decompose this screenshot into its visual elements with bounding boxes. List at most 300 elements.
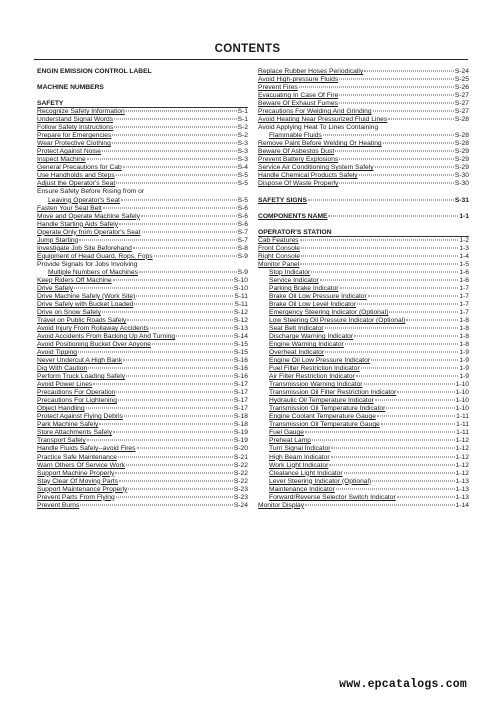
toc-entry[interactable] — [258, 100, 469, 108]
toc-entry[interactable] — [258, 333, 469, 341]
toc-entry-page: 1-12 — [455, 437, 469, 445]
toc-entry-page: S-3 — [237, 148, 248, 156]
toc-entry-page: S-11 — [234, 292, 248, 300]
toc-entry-page: S-22 — [233, 477, 248, 485]
toc-entry-page: 1-8 — [459, 333, 469, 341]
toc-entry[interactable] — [258, 365, 469, 373]
toc-entry[interactable] — [37, 229, 248, 237]
toc-entry-page: 1-11 — [456, 413, 469, 421]
toc-entry[interactable] — [37, 180, 248, 188]
leader-dots — [368, 295, 459, 296]
toc-entry-page: S-25 — [454, 76, 469, 84]
toc-entry[interactable] — [258, 197, 469, 205]
toc-entry-title: Handle Chemical Products Safely — [258, 172, 358, 180]
leader-dots — [354, 336, 458, 337]
toc-entry-title: Inspect Machine — [37, 156, 86, 164]
leader-dots — [301, 247, 458, 248]
leader-dots — [325, 352, 458, 353]
toc-entry-page: 1-10 — [455, 389, 469, 397]
toc-entry[interactable] — [37, 365, 248, 373]
leader-dots — [325, 328, 459, 329]
toc-entry[interactable] — [258, 502, 469, 510]
toc-entry[interactable] — [37, 405, 248, 413]
toc-entry-title: Remove Paint Before Welding Or Heating — [258, 140, 382, 148]
leader-dots — [126, 111, 237, 112]
toc-entry-page: 1-12 — [455, 453, 469, 461]
watermark: www.epcatalogs.com — [339, 678, 467, 691]
toc-entry-page: S-27 — [454, 108, 469, 116]
toc-entry[interactable] — [37, 164, 248, 172]
leader-dots — [373, 111, 454, 112]
toc-entry-page: S-20 — [233, 445, 248, 453]
toc-entry-title: Stay Clear Of Moving Parts — [37, 477, 119, 485]
toc-entry-page: S-3 — [237, 140, 248, 148]
toc-entry[interactable] — [37, 462, 248, 470]
toc-entry-title: Follow Safety Instructions — [37, 124, 114, 132]
leader-dots — [388, 119, 454, 120]
toc-entry-title: Avoid Power Lines — [37, 381, 93, 389]
toc-entry[interactable] — [258, 156, 469, 164]
toc-entry-page: 1-11 — [456, 429, 469, 437]
leader-dots — [320, 279, 459, 280]
toc-entry-title: Move and Operate Machine Safely — [37, 212, 140, 220]
spacer — [258, 205, 469, 213]
toc-entry-title: Transmission Warning Indicator — [269, 381, 363, 389]
toc-entry[interactable] — [258, 76, 469, 84]
toc-entry[interactable] — [258, 148, 469, 156]
toc-entry-title: Dig With Caution — [37, 365, 88, 373]
leader-dots — [383, 143, 454, 144]
toc-entry-title: Prevent Battery Explosions — [258, 156, 339, 164]
toc-entry-title: Replace Rubber Hoses Periodically — [258, 68, 364, 75]
toc-entry-page: S-13 — [233, 325, 248, 332]
toc-entry[interactable] — [37, 502, 248, 510]
toc-entry[interactable] — [258, 357, 469, 365]
toc-entry-page: S-30 — [454, 180, 469, 188]
toc-entry[interactable] — [258, 381, 469, 389]
toc-entry-title: Drive Safely — [37, 284, 74, 292]
toc-entry-page: S-23 — [233, 493, 248, 501]
toc-entry[interactable] — [258, 277, 469, 285]
toc-entry-title: Protect Against Noise — [37, 148, 101, 156]
toc-entry-title: Work Light Indicator — [269, 461, 329, 469]
leader-dots — [112, 143, 237, 144]
toc-entry[interactable] — [258, 269, 469, 277]
toc-entry-page: 1-12 — [455, 461, 469, 469]
toc-entry[interactable] — [258, 261, 469, 269]
leader-dots — [406, 319, 458, 320]
toc-entry-title: Transmission Oil Temperature Gauge — [269, 421, 380, 429]
toc-entry[interactable] — [258, 349, 469, 357]
toc-entry-title: Precautions For Operation — [37, 389, 116, 397]
toc-entry-title: Lever Steering Indicator (Optional) — [269, 477, 372, 485]
toc-entry[interactable] — [37, 116, 248, 124]
toc-entry-title: Avoid Positioning Bucket Over Anyone — [37, 341, 152, 349]
toc-entry-page: 1-14 — [455, 501, 469, 509]
toc-entry[interactable] — [258, 462, 469, 470]
leader-dots — [113, 432, 233, 433]
leader-dots — [116, 183, 236, 184]
toc-entry-title: Engine Warning Indicator — [269, 341, 344, 349]
toc-entry-title: Investigate Job Site Beforehand — [37, 244, 132, 252]
toc-entry[interactable] — [258, 253, 469, 261]
toc-entry-title: Low Steering Oil Pressure Indicator (Optional) — [269, 316, 406, 324]
toc-entry[interactable] — [37, 269, 248, 277]
toc-entry-page: 1-9 — [459, 373, 469, 381]
leader-dots — [115, 472, 233, 473]
toc-entry-title: Prevent Fires — [258, 84, 298, 92]
toc-entry-title: Handle Starting Aids Safely — [37, 220, 119, 228]
toc-entry[interactable] — [258, 486, 469, 494]
leader-dots — [389, 311, 458, 312]
toc-entry-title: Clealance Light Indicator — [269, 469, 343, 477]
toc-entry-page: S-15 — [233, 341, 248, 349]
toc-entry-title: Preheat Lamp — [269, 437, 312, 445]
toc-entry-title: Understand Signal Words — [37, 116, 114, 124]
toc-entry[interactable] — [37, 445, 248, 453]
toc-entry-title: Turn Signal Indicator — [269, 445, 331, 453]
toc-entry-title: Handle Fluids Safely--avoid Fires — [37, 445, 136, 453]
toc-entry-page: S-28 — [454, 116, 469, 124]
toc-entry[interactable] — [37, 309, 248, 317]
toc-entry[interactable] — [258, 68, 469, 76]
toc-entry[interactable] — [258, 421, 469, 429]
leader-dots — [356, 376, 458, 377]
toc-entry[interactable] — [258, 172, 469, 180]
toc-entry[interactable] — [258, 454, 469, 462]
toc-entry-page: S-10 — [233, 276, 248, 284]
toc-entry[interactable] — [37, 172, 248, 180]
toc-entry-page: S-29 — [454, 164, 469, 172]
toc-entry[interactable] — [37, 421, 248, 429]
leader-dots — [312, 440, 455, 441]
toc-entry-page: S-10 — [233, 284, 248, 292]
toc-entry-page: 1-6 — [459, 268, 469, 276]
leader-dots — [123, 167, 237, 168]
toc-entry-title: Drive Machine Safely (Work Site) — [37, 292, 136, 300]
toc-entry-title: Avoid High-pressure Fluids — [258, 76, 339, 84]
toc-section-operator-s-station: OPERATOR'S STATION — [258, 229, 469, 237]
toc-entry-page: S-16 — [233, 357, 248, 365]
toc-entry-title: Evacuating In Case Of Fire — [258, 92, 339, 100]
toc-entry[interactable] — [37, 333, 248, 341]
toc-entry-title: Object Handling — [37, 405, 85, 413]
toc-entry[interactable] — [258, 116, 469, 124]
toc-entry-title: Seat Belt Indicator — [269, 325, 324, 332]
toc-entry[interactable] — [37, 148, 248, 156]
toc-entry[interactable] — [37, 221, 248, 229]
leader-dots — [375, 167, 454, 168]
toc-left-column — [37, 68, 248, 510]
leader-dots — [102, 311, 233, 312]
toc-entry[interactable] — [37, 156, 248, 164]
toc-entry[interactable] — [37, 253, 248, 261]
toc-entry[interactable] — [258, 92, 469, 100]
toc-entry[interactable] — [258, 309, 469, 317]
toc-entry-page: S-18 — [233, 421, 248, 429]
leader-dots — [118, 400, 233, 401]
toc-entry-title: Prepare for Emergencies — [37, 132, 112, 140]
toc-entry[interactable] — [37, 205, 248, 213]
leader-dots — [154, 255, 237, 256]
leader-dots — [114, 119, 236, 120]
toc-entry[interactable] — [258, 413, 469, 421]
toc-entry[interactable] — [37, 293, 248, 301]
leader-dots — [133, 247, 237, 248]
toc-entry[interactable] — [37, 454, 248, 462]
toc-entry[interactable] — [37, 486, 248, 494]
toc-entry[interactable] — [37, 140, 248, 148]
toc-entry-title: Fuel Gauge — [269, 429, 304, 437]
toc-heading-engin-emission-control-label: ENGIN EMISSION CONTROL LABEL — [37, 68, 152, 75]
toc-entry-title: Stop Indicator — [269, 268, 311, 276]
toc-entry-title: Recognize Safety Information — [37, 108, 125, 116]
toc-entry-page: S-17 — [233, 389, 248, 397]
toc-entry[interactable] — [37, 437, 248, 445]
leader-dots — [141, 215, 237, 216]
toc-entry[interactable] — [37, 245, 248, 253]
toc-entry[interactable] — [258, 405, 469, 413]
toc-entry[interactable] — [258, 301, 469, 309]
toc-entry[interactable] — [37, 494, 248, 502]
toc-entry[interactable] — [258, 237, 469, 245]
toc-entry-title: Support Machine Properly — [37, 469, 115, 477]
toc-entry[interactable] — [37, 478, 248, 486]
toc-entry-page: S-24 — [233, 501, 248, 509]
toc-entry-title: Monitor Display — [258, 501, 305, 509]
toc-entry-page: S-15 — [233, 349, 248, 357]
leader-dots — [93, 384, 233, 385]
toc-entry[interactable] — [258, 84, 469, 92]
leader-dots — [364, 71, 454, 72]
leader-dots — [339, 79, 454, 80]
toc-entry[interactable] — [37, 381, 248, 389]
toc-entry-page: S-7 — [237, 228, 248, 236]
toc-entry-title: Travel on Public Roads Safely — [37, 316, 127, 324]
leader-dots — [114, 127, 236, 128]
toc-entry-title: Discharge Warning Indicator — [269, 333, 354, 341]
toc-entry-page: S-23 — [233, 485, 248, 493]
toc-entry[interactable] — [258, 397, 469, 405]
toc-entry-page: S-22 — [233, 469, 248, 477]
toc-entry-title: Prevent Burns — [37, 501, 80, 509]
toc-entry-page: 1-13 — [455, 485, 469, 493]
toc-entry-title: Multiple Numbers of Machines — [48, 268, 138, 276]
toc-entry-page: S-31 — [454, 196, 469, 204]
leader-dots — [116, 392, 232, 393]
toc-entry-page: S-24 — [454, 68, 469, 75]
toc-entry-title: Practice Safe Maintenance — [37, 453, 117, 461]
toc-entry[interactable] — [258, 341, 469, 349]
leader-dots — [134, 303, 233, 304]
toc-entry[interactable] — [258, 325, 469, 333]
toc-entry-title: Avoid Tipping — [37, 349, 78, 357]
toc-entry[interactable] — [37, 132, 248, 140]
toc-entry-title: Engine Coolant Temperature Gauge — [269, 413, 376, 421]
leader-dots — [139, 271, 237, 272]
leader-dots — [176, 336, 233, 337]
toc-entry[interactable] — [37, 357, 248, 365]
toc-entry[interactable] — [37, 413, 248, 421]
leader-dots — [377, 416, 455, 417]
toc-entry-title: Cab Features — [258, 236, 299, 244]
toc-entry-title: Avoid Accidents From Backing Up And Turning — [37, 333, 176, 341]
leader-dots — [99, 424, 233, 425]
toc-entry-title: Use Handholds and Steps — [37, 172, 115, 180]
leader-dots — [305, 432, 455, 433]
leader-dots — [123, 360, 233, 361]
toc-entry[interactable] — [37, 197, 248, 205]
toc-entry-title: Emergency Steering Indicator (Optional) — [269, 308, 389, 316]
leader-dots — [137, 448, 233, 449]
toc-entry-title: Flammable Fluids — [269, 132, 322, 140]
toc-entry-page: S-8 — [237, 244, 248, 252]
toc-entry-page: 1-7 — [459, 308, 469, 316]
leader-dots — [124, 416, 233, 417]
toc-entry[interactable] — [258, 285, 469, 293]
toc-entry-page: 1-11 — [456, 421, 469, 429]
toc-entry-title: Protect Against Flying Debris — [37, 413, 123, 421]
leader-dots — [113, 279, 233, 280]
leader-dots — [119, 480, 233, 481]
toc-entry[interactable] — [37, 108, 248, 116]
toc-entry-title: Fasten Your Seat Belt — [37, 204, 102, 212]
toc-entry-title: Engine Oil Low Pressure Indicator — [269, 357, 371, 365]
toc-entry[interactable] — [258, 445, 469, 453]
leader-dots — [86, 408, 233, 409]
leader-dots — [299, 87, 454, 88]
toc-entry[interactable] — [258, 437, 469, 445]
toc-entry[interactable] — [37, 124, 248, 132]
toc-entry-page: 1-9 — [459, 365, 469, 373]
toc-entry[interactable] — [37, 341, 248, 349]
toc-entry[interactable] — [258, 373, 469, 381]
toc-entry-page: S-27 — [454, 92, 469, 100]
toc-entry-page: 1-9 — [459, 357, 469, 365]
toc-entry-page: S-19 — [233, 429, 248, 437]
page-title: CONTENTS — [214, 43, 281, 55]
toc-entry-page: S-17 — [233, 405, 248, 413]
toc-entry-page: 1-12 — [455, 445, 469, 453]
toc-entry[interactable] — [258, 293, 469, 301]
toc-entry[interactable] — [258, 470, 469, 478]
toc-entry-page: S-28 — [454, 132, 469, 140]
toc-entry-title: Dispose Of Waste Properly — [258, 180, 339, 188]
toc-entry-page: 1-7 — [459, 292, 469, 300]
toc-entry[interactable] — [258, 140, 469, 148]
leader-dots — [150, 328, 233, 329]
toc-entry-page: S-5 — [237, 196, 248, 204]
toc-entry[interactable] — [37, 397, 248, 405]
toc-entry[interactable] — [37, 277, 248, 285]
leader-dots — [142, 231, 237, 232]
toc-entry-page: S-30 — [454, 172, 469, 180]
toc-entry-page: S-26 — [454, 84, 469, 92]
leader-dots — [119, 223, 237, 224]
toc-entry-title: Wear Protective Clothing — [37, 140, 111, 148]
toc-entry-page: S-22 — [233, 461, 248, 469]
toc-entry-page: 1-13 — [455, 493, 469, 501]
toc-entry[interactable] — [258, 245, 469, 253]
toc-entry-page: S-5 — [237, 172, 248, 180]
toc-entry-page: 1-8 — [459, 316, 469, 324]
leader-dots — [328, 215, 458, 216]
leader-dots — [386, 408, 454, 409]
toc-entry[interactable] — [37, 429, 248, 437]
toc-section-safety: SAFETY — [37, 100, 248, 108]
toc-entry-page: 1-3 — [459, 244, 469, 252]
toc-entry[interactable] — [37, 317, 248, 325]
toc-entry[interactable] — [258, 494, 469, 502]
toc-entry-title: Service Indicator — [269, 276, 319, 284]
toc-entry-page: 1-7 — [459, 284, 469, 292]
spacer — [37, 76, 248, 84]
toc-entry-title: Prevent Parts From Flying — [37, 493, 115, 501]
toc-entry-line: Ensure Safety Before Rising from or — [37, 188, 145, 196]
toc-entry[interactable] — [258, 132, 469, 140]
toc-entry-title: SAFETY SIGNS — [258, 196, 307, 204]
toc-entry[interactable] — [37, 325, 248, 333]
toc-entry-title: Drive Safely with Bucket Loaded — [37, 300, 134, 308]
toc-entry[interactable] — [258, 108, 469, 116]
leader-dots — [118, 456, 233, 457]
toc-entry[interactable] — [37, 213, 248, 221]
toc-entry[interactable] — [37, 237, 248, 245]
toc-entry[interactable] — [37, 301, 248, 309]
toc-entry-title: Beware Of Exhaust Fumes — [258, 100, 338, 108]
toc-entry-page: 1-9 — [459, 349, 469, 357]
toc-entry-title: Jump Starting — [37, 236, 79, 244]
toc-entry-page: 1-4 — [459, 252, 469, 260]
toc-heading-machine-numbers: MACHINE NUMBERS — [37, 84, 104, 92]
toc-entry[interactable] — [258, 317, 469, 325]
toc-entry[interactable] — [37, 389, 248, 397]
toc-entry[interactable] — [37, 470, 248, 478]
toc-entry-title: Never Undercut A High Bank — [37, 357, 123, 365]
leader-dots — [331, 448, 454, 449]
toc-entry-page: S-1 — [237, 116, 248, 124]
toc-entry-page: S-14 — [233, 333, 248, 341]
toc-entry-page: 1-2 — [459, 236, 469, 244]
toc-entry-title: Park Machine Safely — [37, 421, 99, 429]
toc-entry-page: 1-5 — [459, 260, 469, 268]
toc-entry[interactable] — [37, 373, 248, 381]
toc-entry[interactable] — [258, 429, 469, 437]
leader-dots — [112, 135, 236, 136]
toc-entry-page: 1-10 — [455, 397, 469, 405]
toc-entry[interactable] — [258, 213, 469, 221]
toc-entry[interactable] — [258, 389, 469, 397]
leader-dots — [116, 175, 237, 176]
toc-entry-title: Beware Of Asbestos Dust — [258, 148, 335, 156]
leader-dots — [331, 456, 455, 457]
leader-dots — [340, 287, 459, 288]
toc-entry[interactable] — [37, 285, 248, 293]
toc-entry-line: Provide Signals for Jobs Involving — [37, 260, 138, 268]
toc-entry[interactable] — [258, 180, 469, 188]
toc-entry-title: Equipment of Head Guard, Rops, Fops — [37, 252, 153, 260]
leader-dots — [359, 175, 454, 176]
toc-entry-page: S-12 — [233, 308, 248, 316]
toc-entry[interactable] — [258, 164, 469, 172]
toc-entry[interactable] — [258, 478, 469, 486]
toc-entry-title: Parking Brake Indicator — [269, 284, 339, 292]
toc-entry-page: S-29 — [454, 148, 469, 156]
spacer — [258, 221, 469, 229]
toc-entry[interactable] — [37, 349, 248, 357]
toc-entry-title: Fuel Filter Restriction Indicator — [269, 365, 360, 373]
leader-dots — [339, 95, 454, 96]
